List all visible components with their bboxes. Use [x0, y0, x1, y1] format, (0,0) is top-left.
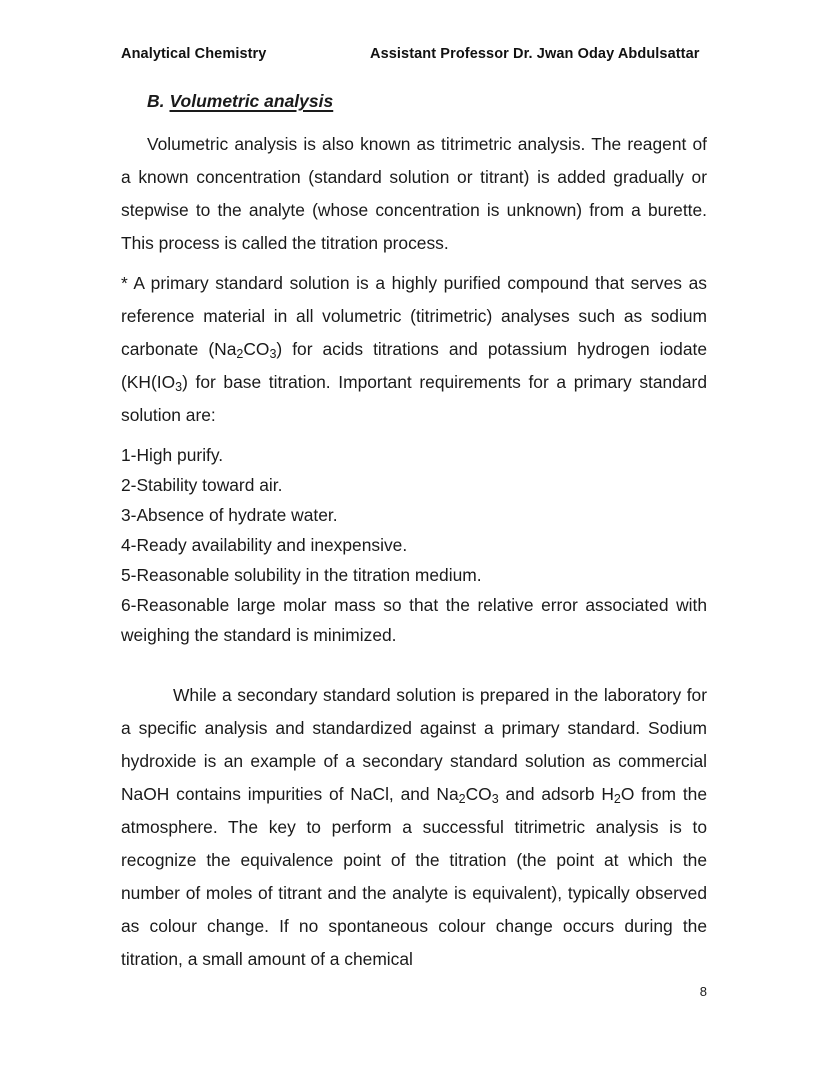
header-instructor-name: Assistant Professor Dr. Jwan Oday Abdulsattar [370, 46, 700, 62]
list-item: 3-Absence of hydrate water. [121, 505, 338, 526]
primary-standard-requirements-list [121, 440, 707, 650]
paragraph-primary-standard [121, 267, 707, 432]
subscript-na2co3-three: 3 [269, 347, 277, 361]
running-header [121, 46, 707, 62]
list-item: 6-Reasonable large molar mass so that the relative error associated with weighing the standard is minimized. [121, 595, 707, 646]
list-item: 4-Ready availability and inexpensive. [121, 535, 408, 556]
paragraph-text-part-c: ) for acids titrations and potassium hydrogen iodate (KH(IO [121, 339, 708, 393]
list-item: 1-High purify. [121, 445, 224, 466]
spacer-before-list [121, 432, 707, 440]
paragraph-text-part-d: ) for base titration. Important requirements for a primary standard solution are: [121, 372, 707, 426]
subscript-khio3-three: 3 [175, 380, 183, 394]
paragraph-text-part-a: * A primary standard solution is a highly purified compound that serves as reference material in all volumetric (titrimetric) analyses such as sodium carbonate (Na [121, 273, 707, 360]
list-item: 5-Reasonable solubility in the titration medium. [121, 565, 482, 586]
header-course-title: Analytical Chemistry [121, 46, 267, 62]
paragraph-secondary-standard [121, 679, 707, 976]
subscript-h2o-two: 2 [613, 792, 621, 806]
section-heading-letter: B. [147, 91, 165, 111]
subscript-na2co3-two: 2 [236, 347, 244, 361]
paragraph-text-part-c: and adsorb H [498, 784, 614, 805]
document-body [121, 88, 707, 976]
paragraph-text: Volumetric analysis is also known as titrimetric analysis. The reagent of a known concentration (standard solution or titrant) is added gradually or stepwise to the analyte (whose concentration is unknown) from a burette. This process is called the titration process. [121, 134, 707, 254]
subscript-na2co3-three: 3 [491, 792, 499, 806]
paragraph-text-part-a: While a secondary standard solution is prepared in the laboratory for a specific analysis and standardized against a primary standard. Sodium hydroxide is an example of a secondary standard solution as commercial NaOH contains impurities of NaCl, and Na [121, 685, 707, 805]
paragraph-volumetric-definition [121, 128, 707, 260]
subscript-na2co3-two: 2 [458, 792, 466, 806]
section-heading [121, 88, 707, 114]
page-number: 8 [699, 984, 707, 999]
paragraph-text-part-b: CO [243, 339, 270, 360]
spacer-after-list [121, 650, 707, 679]
paragraph-text-part-d: O from the atmosphere. The key to perform a successful titrimetric analysis is to recognize the equivalence point of the titration (the point at which the number of moles of titrant and the analyte is equivalent), typically observed as colour change. If no spontaneous colour change occurs during the titration, a small amount of a chemical [121, 784, 707, 970]
paragraph-text-part-b: CO [465, 784, 492, 805]
section-heading-title: Volumetric analysis [169, 91, 334, 111]
list-item: 2-Stability toward air. [121, 475, 283, 496]
